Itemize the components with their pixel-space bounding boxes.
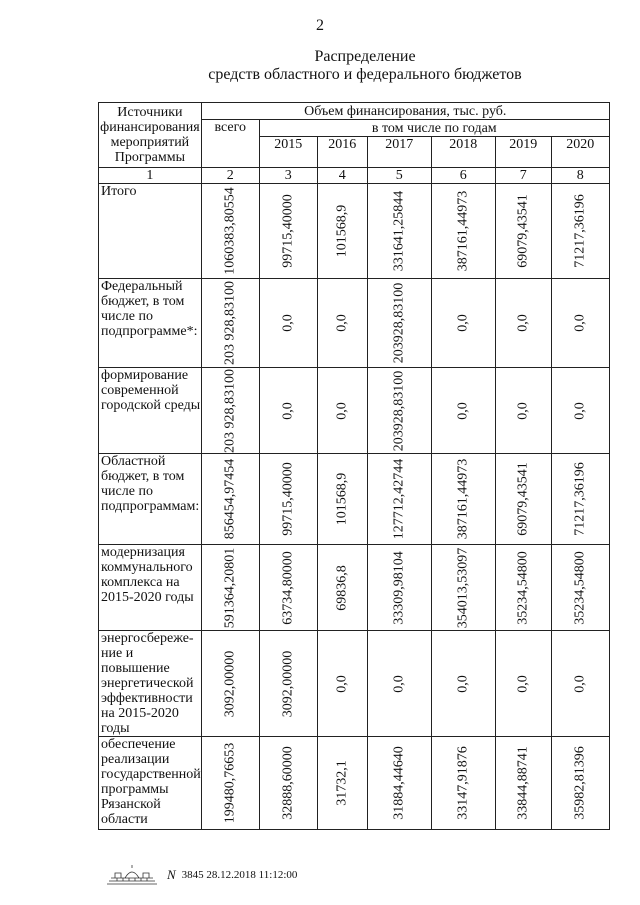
value-text: 69079,43541 [515,194,531,268]
table-row [99,454,610,545]
header-year-2019: 2019 [495,137,551,168]
row-label: обеспечение реализации государственной программы Рязанской области [99,737,202,830]
value-cell [201,368,259,454]
value-cell [431,545,495,631]
value-text: 0,0 [280,401,296,420]
value-cell [431,368,495,454]
value-text: 63734,80000 [280,550,296,625]
value-text: 387161,44973 [455,458,471,540]
value-text: 71217,36196 [572,194,588,268]
header-year-2020: 2020 [551,137,609,168]
header-source: Источники финансирования мероприятий Программы [99,103,202,168]
value-text: 99715,40000 [280,194,296,268]
value-text: 0,0 [572,314,588,332]
value-text: 0,0 [455,401,471,420]
row-label: Федеральный бюджет, в том числе по подпрограмме*: [99,279,202,368]
value-cell [201,545,259,631]
value-cell [259,737,317,830]
value-text: 33844,88741 [515,746,531,820]
doc-number: 3845 [181,869,204,881]
value-text: 35234,54800 [515,550,531,625]
footer [103,864,297,886]
table-row [99,545,610,631]
value-text: 1060383,80554 [222,187,238,275]
value-cell [495,631,551,737]
value-text: 35982,81396 [572,746,588,820]
value-text: 32888,60000 [280,746,296,820]
value-cell [259,631,317,737]
value-cell [367,454,431,545]
header-year-2018: 2018 [431,137,495,168]
value-text: 71217,36196 [572,462,588,536]
value-cell [551,454,609,545]
value-cell [551,184,609,279]
table-row [99,184,610,279]
document-subtitle: средств областного и федерального бюджетов [208,66,522,83]
header-total: всего [201,120,259,168]
value-text: 0,0 [455,314,471,332]
value-cell [259,184,317,279]
value-text: 199480,76653 [222,742,238,824]
value-cell [367,545,431,631]
value-text: 203928,83100 [391,370,407,451]
row-label: Областной бюджет, в том числе по подпрограммам: [99,454,202,545]
emblem-stamp-icon [103,864,161,886]
value-text: 591364,20801 [222,547,238,628]
value-text: 0,0 [334,401,350,420]
value-cell [201,631,259,737]
value-text: 69079,43541 [515,462,531,536]
funding-table [98,102,610,830]
value-cell [201,279,259,368]
header-volume: Объем финансирования, тыс. руб. [201,103,609,120]
value-text: 387161,44973 [455,190,471,272]
value-cell [201,737,259,830]
value-cell [367,368,431,454]
row-label: модернизация коммунального комплекса на 2015-2020 годы [99,545,202,631]
value-cell [551,737,609,830]
value-text: 0,0 [391,674,407,693]
value-text: 35234,54800 [572,550,588,625]
table-row [99,368,610,454]
document-title: Распределение [314,48,416,65]
value-cell [201,454,259,545]
value-cell [201,184,259,279]
value-cell [495,454,551,545]
value-text: 99715,40000 [280,462,296,536]
column-number: 1 [99,168,202,184]
value-cell [551,279,609,368]
value-text: 0,0 [515,401,531,420]
doc-timestamp: 28.12.2018 11:12:00 [206,869,298,881]
table-row [99,279,610,368]
value-cell [259,368,317,454]
value-text: 3092,00000 [222,650,238,717]
value-cell [317,631,367,737]
value-text: 0,0 [455,674,471,693]
header-by-years: в том числе по годам [259,120,609,137]
row-label: формирование современной городской среды [99,368,202,454]
value-text: 101568,9 [334,204,350,258]
value-cell [259,545,317,631]
value-cell [431,631,495,737]
value-cell [317,184,367,279]
value-text: 354013,53097 [455,547,471,628]
value-cell [551,545,609,631]
column-number: 3 [259,168,317,184]
value-cell [431,454,495,545]
value-text: 856454,97454 [222,458,238,540]
column-number: 8 [551,168,609,184]
header-year-2016: 2016 [317,137,367,168]
table-row [99,737,610,830]
signature-mark: N [167,867,176,882]
value-text: 203928,83100 [391,282,407,364]
table-row [99,631,610,737]
value-text: 33147,91876 [455,746,471,820]
header-number-row [99,168,610,184]
value-cell [551,368,609,454]
value-cell [259,279,317,368]
column-number: 5 [367,168,431,184]
value-cell [367,184,431,279]
value-text: 203 928,83100 [222,281,238,365]
value-cell [495,545,551,631]
value-text: 33309,98104 [391,550,407,625]
page-number: 2 [316,17,324,34]
value-cell [367,631,431,737]
header-year-2017: 2017 [367,137,431,168]
value-text: 0,0 [572,674,588,693]
value-cell [317,545,367,631]
value-text: 0,0 [515,314,531,332]
value-text: 69836,8 [334,564,350,611]
value-cell [259,454,317,545]
value-cell [367,737,431,830]
value-text: 127712,42744 [391,458,407,540]
value-cell [431,184,495,279]
header-year-2015: 2015 [259,137,317,168]
value-cell [317,279,367,368]
value-text: 31732,1 [334,760,350,806]
table-body [99,184,610,830]
value-text: 0,0 [280,314,296,332]
value-text: 0,0 [515,674,531,693]
value-text: 101568,9 [334,472,350,526]
column-number: 4 [317,168,367,184]
value-text: 3092,00000 [280,650,296,717]
value-cell [551,631,609,737]
value-cell [317,454,367,545]
value-text: 203 928,83100 [222,368,238,453]
column-number: 7 [495,168,551,184]
column-number: 6 [431,168,495,184]
value-cell [431,737,495,830]
value-cell [431,279,495,368]
value-text: 31884,44640 [391,746,407,820]
column-number: 2 [201,168,259,184]
value-text: 331641,25844 [391,190,407,272]
value-cell [317,368,367,454]
value-cell [495,184,551,279]
value-cell [495,737,551,830]
value-text: 0,0 [334,674,350,693]
value-text: 0,0 [334,314,350,332]
value-cell [495,368,551,454]
value-text: 0,0 [572,401,588,420]
row-label: Итого [99,184,202,279]
row-label: энергосбереже-ние и повышение энергетической эффективности на 2015-2020 годы [99,631,202,737]
value-cell [495,279,551,368]
value-cell [317,737,367,830]
value-cell [367,279,431,368]
